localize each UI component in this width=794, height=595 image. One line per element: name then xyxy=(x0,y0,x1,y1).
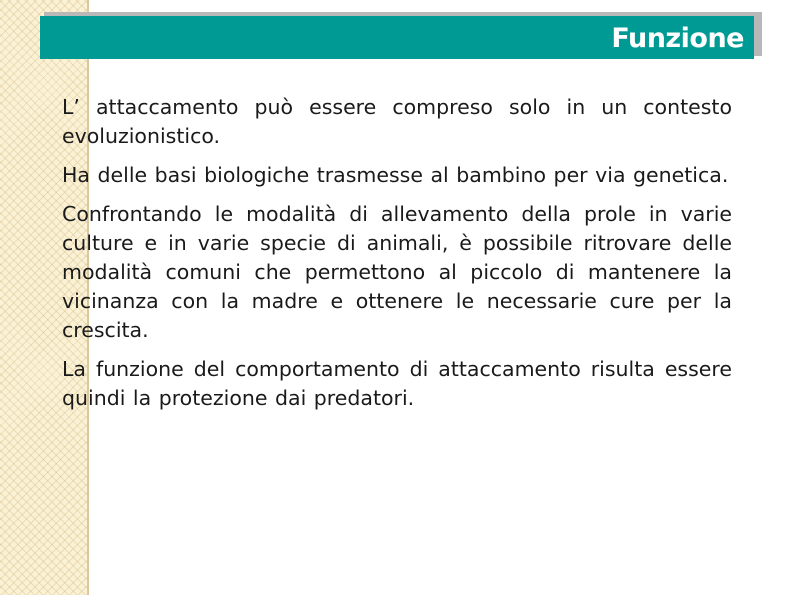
slide-content xyxy=(62,93,732,423)
paragraph-evolutionary-context: L’ attaccamento può essere compreso solo in un contesto evoluzionistico. xyxy=(62,95,732,148)
paragraph-biological-basis: Ha delle basi biologiche trasmesse al bambino per via genetica. xyxy=(62,163,729,187)
slide-title: Funzione xyxy=(611,23,744,54)
title-bar xyxy=(40,16,754,59)
paragraph-cross-cultural: Confrontando le modalità di allevamento della prole in varie culture e in varie specie di animali, è possibile ritrovare delle modalità comuni che permettono al piccolo di mantenere la vicinanza con la madre e ottenere le necessarie cure per la crescita. xyxy=(62,202,732,342)
paragraph-protection-function: La funzione del comportamento di attaccamento risulta essere quindi la protezione dai predatori. xyxy=(62,357,732,410)
